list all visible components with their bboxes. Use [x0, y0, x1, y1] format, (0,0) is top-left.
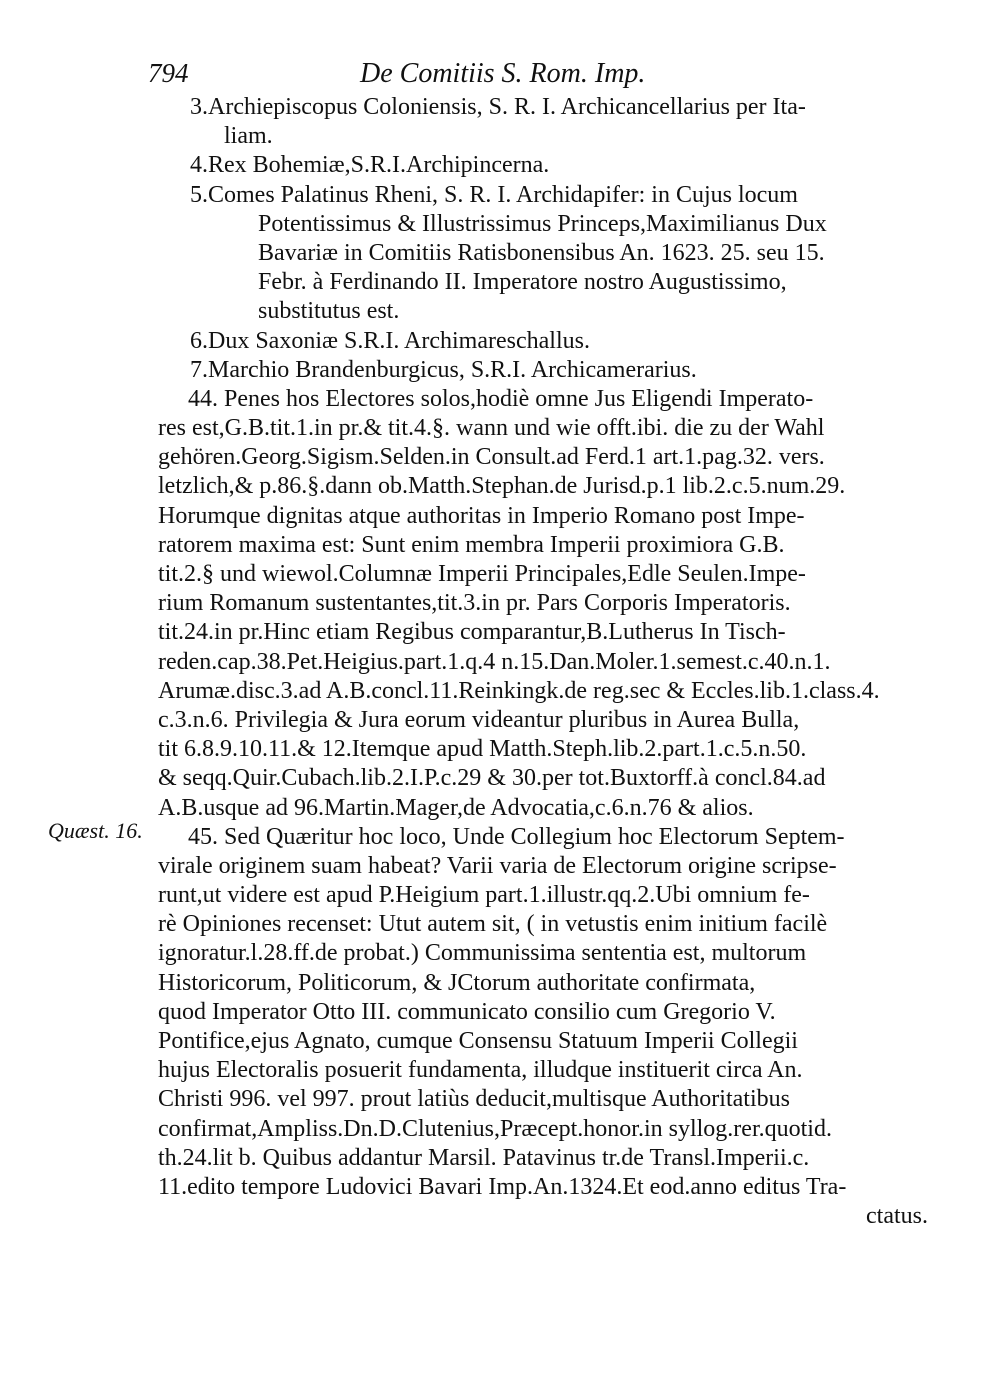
- list-line: 7.Marchio Brandenburgicus, S.R.I. Archicamerarius.: [190, 356, 697, 383]
- list-line: 5.Comes Palatinus Rheni, S. R. I. Archidapifer: in Cujus locum: [190, 181, 798, 208]
- catchword: ctatus.: [866, 1203, 928, 1230]
- page-header: [148, 58, 928, 94]
- margin-note: Quæst. 16.: [48, 818, 143, 843]
- paragraph-line: Arumæ.disc.3.ad A.B.concl.11.Reinkingk.de reg.sec & Eccles.lib.1.class.4.: [158, 677, 880, 704]
- list-line: 4.Rex Bohemiæ,S.R.I.Archipincerna.: [190, 152, 550, 179]
- paragraph-line: ratorem maxima est: Sunt enim membra Imperii proximiora G.B.: [158, 531, 785, 558]
- list-line: Bavariæ in Comitiis Ratisbonensibus An. 1623. 25. seu 15.: [258, 239, 825, 266]
- paragraph-line: th.24.lit b. Quibus addantur Marsil. Patavinus tr.de Transl.Imperii.c.: [158, 1144, 810, 1171]
- paragraph-line: letzlich,& p.86.§.dann ob.Matth.Stephan.de Jurisd.p.1 lib.2.c.5.num.29.: [158, 473, 846, 500]
- paragraph-line: ignoratur.l.28.ff.de probat.) Communissima sententia est, multorum: [158, 940, 807, 967]
- paragraph-line: tit 6.8.9.10.11.& 12.Itemque apud Matth.Steph.lib.2.part.1.c.5.n.50.: [158, 736, 807, 763]
- paragraph-44: [158, 385, 928, 823]
- paragraph-line: Pontifice,ejus Agnato, cumque Consensu Statuum Imperii Collegii: [158, 1028, 798, 1054]
- body-text: [158, 93, 928, 1231]
- paragraph-line: Horumque dignitas atque authoritas in Imperio Romano post Impe-: [158, 502, 805, 529]
- list-line: 3.Archiepiscopus Coloniensis, S. R. I. Archicancellarius per Ita-: [190, 94, 806, 120]
- list-line: 6.Dux Saxoniæ S.R.I. Archimareschallus.: [190, 327, 590, 354]
- paragraph-line: rium Romanum sustentantes,tit.3.in pr. Pars Corporis Imperatoris.: [158, 590, 791, 617]
- list-line: Potentissimus & Illustrissimus Princeps,Maximilianus Dux: [258, 210, 827, 237]
- paragraph-line: hujus Electoralis posuerit fundamenta, illudque instituerit circa An.: [158, 1057, 803, 1084]
- paragraph-45: [158, 823, 928, 1202]
- paragraph-line: Christi 996. vel 997. prout latiùs deducit,multisque Authoritatibus: [158, 1086, 790, 1113]
- paragraph-line: tit.2.§ und wiewol.Columnæ Imperii Principales,Edle Seulen.Impe-: [158, 561, 806, 587]
- elector-list: [158, 93, 928, 385]
- paragraph-line: Historicorum, Politicorum, & JCtorum authoritate confirmata,: [158, 969, 756, 996]
- paragraph-line: rè Opiniones recenset: Utut autem sit, ( in vetustis enim initium facilè: [158, 911, 828, 938]
- paragraph-line: 44. Penes hos Electores solos,hodiè omne Jus Eligendi Imperato-: [188, 385, 814, 412]
- list-line: substitutus est.: [258, 298, 400, 325]
- list-line: Febr. à Ferdinando II. Imperatore nostro Augustissimo,: [258, 269, 787, 296]
- paragraph-line: c.3.n.6. Privilegia & Jura eorum videantur pluribus in Aurea Bulla,: [158, 706, 800, 733]
- list-number: 5.: [190, 181, 208, 208]
- paragraph-line: A.B.usque ad 96.Martin.Mager,de Advocatia,c.6.n.76 & alios.: [158, 794, 754, 821]
- list-number: 7.: [190, 356, 208, 383]
- paragraph-line: quod Imperator Otto III. communicato consilio cum Gregorio V.: [158, 998, 776, 1025]
- list-number: 3.: [190, 94, 208, 120]
- list-number: 4.: [190, 152, 208, 179]
- paragraph-line: runt,ut videre est apud P.Heigium part.1.illustr.qq.2.Ubi omnium fe-: [158, 882, 810, 909]
- paragraph-line: virale originem suam habeat? Varii varia de Electorum origine scripse-: [158, 852, 837, 879]
- paragraph-line: gehören.Georg.Sigism.Selden.in Consult.ad Ferd.1 art.1.pag.32. vers.: [158, 444, 825, 471]
- paragraph-line: 45. Sed Quæritur hoc loco, Unde Collegium hoc Electorum Septem-: [188, 823, 845, 850]
- page-number: 794: [148, 58, 189, 88]
- paragraph-line: tit.24.in pr.Hinc etiam Regibus comparantur,B.Lutherus In Tisch-: [158, 619, 786, 646]
- paragraph-line: reden.cap.38.Pet.Heigius.part.1.q.4 n.15.Dan.Moler.1.semest.c.40.n.1.: [158, 648, 831, 675]
- paragraph-line: 11.edito tempore Ludovici Bavari Imp.An.1324.Et eod.anno editus Tra-: [158, 1173, 847, 1200]
- paragraph-line: & seqq.Quir.Cubach.lib.2.I.P.c.29 & 30.per tot.Buxtorff.à concl.84.ad: [158, 765, 826, 792]
- paragraph-line: confirmat,Ampliss.Dn.D.Clutenius,Præcept.honor.in syllog.rer.quotid.: [158, 1115, 832, 1142]
- running-title: De Comitiis S. Rom. Imp.: [360, 58, 646, 89]
- list-line: liam.: [224, 123, 273, 150]
- list-number: 6.: [190, 327, 208, 354]
- paragraph-line: res est,G.B.tit.1.in pr.& tit.4.§. wann und wie offt.ibi. die zu der Wahl: [158, 415, 825, 442]
